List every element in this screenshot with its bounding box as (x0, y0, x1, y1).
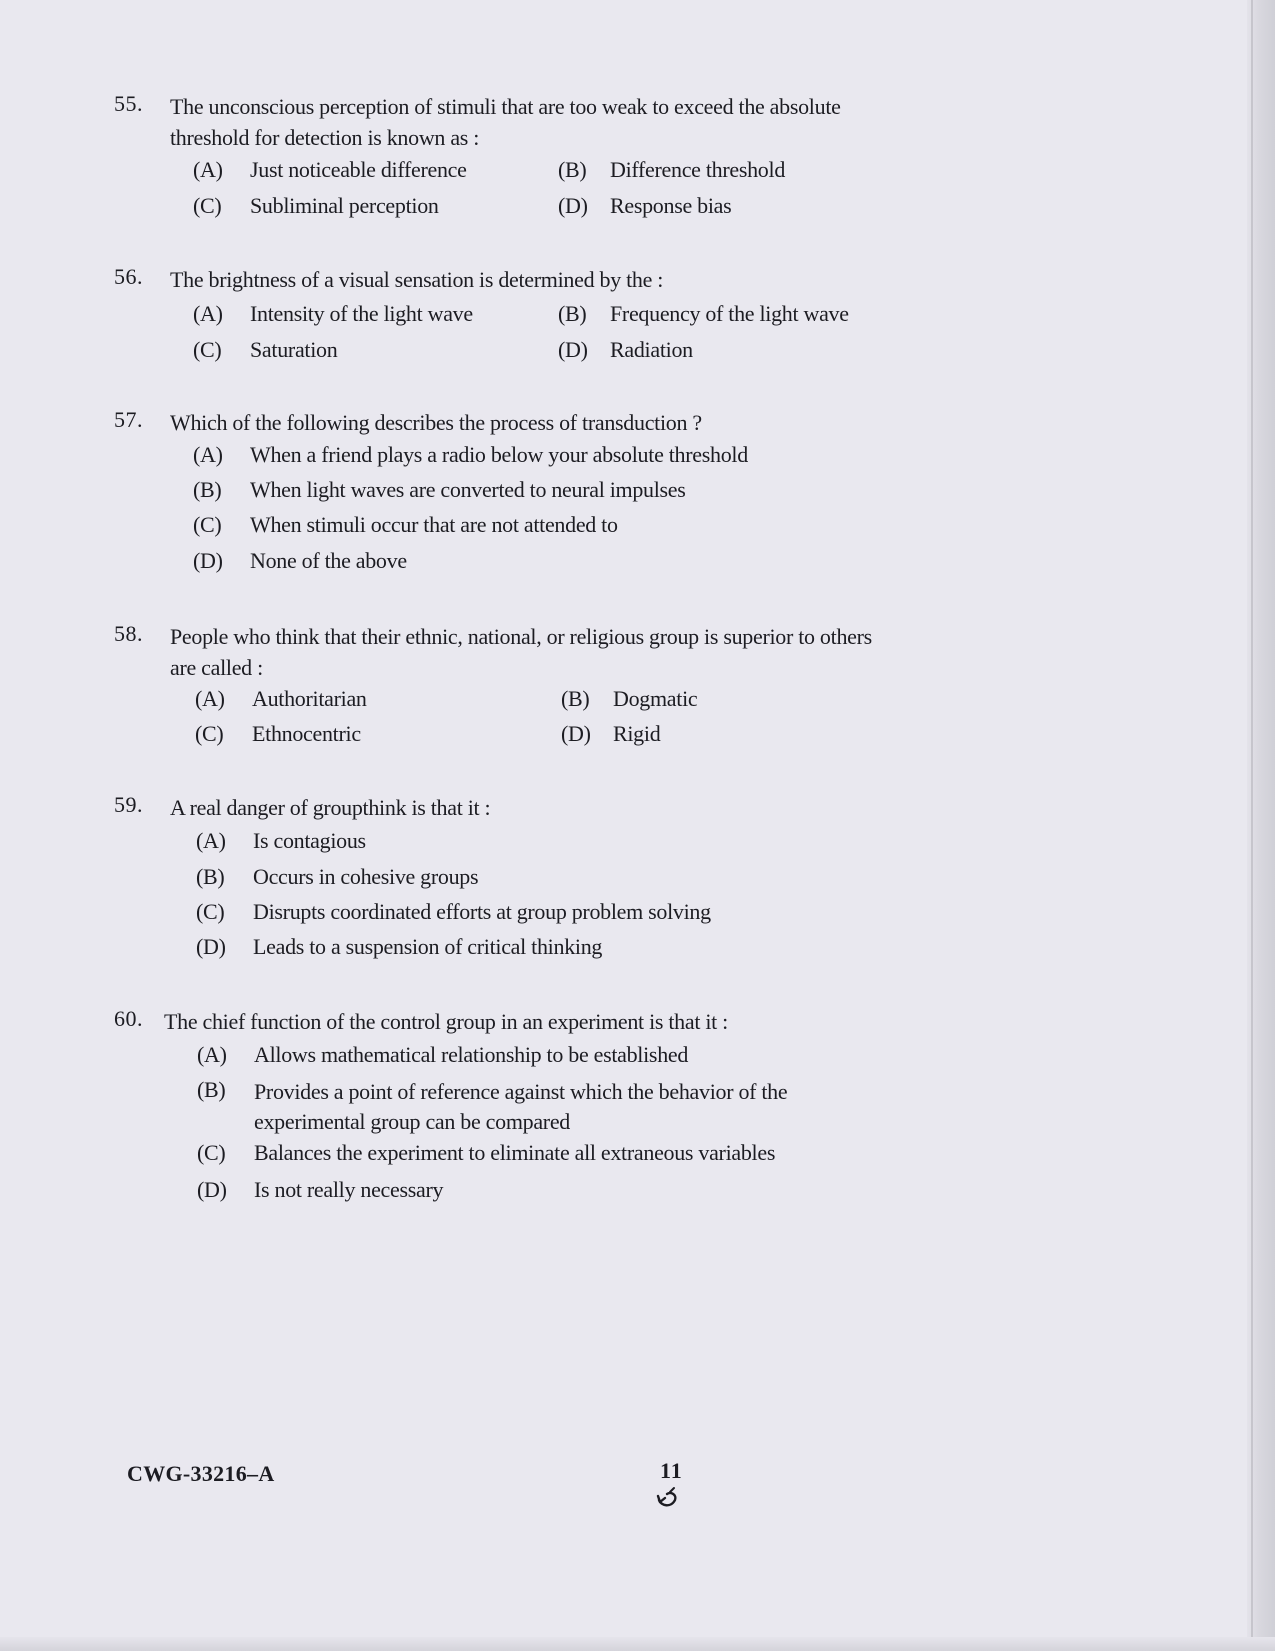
option-letter: (D) (558, 337, 588, 362)
option-letter: (A) (193, 442, 223, 467)
option-text: When light waves are converted to neural impulses (250, 477, 686, 502)
option-text: Dogmatic (613, 686, 698, 711)
option-text: Saturation (250, 337, 338, 362)
option-letter: (C) (193, 512, 222, 537)
option-letter: (B) (558, 157, 587, 182)
option-letter: (B) (558, 301, 587, 326)
question-text-line: The chief function of the control group in an experiment is that it : (164, 1009, 728, 1034)
option-letter: (A) (197, 1042, 227, 1067)
option-letter: (D) (558, 193, 588, 218)
option-text: Occurs in cohesive groups (253, 864, 479, 889)
question-text (170, 91, 950, 153)
option-text: Allows mathematical relationship to be established (254, 1042, 689, 1067)
question-number: 56. (114, 264, 143, 289)
page-edge-bottom (0, 1637, 1275, 1651)
option-text: Balances the experiment to eliminate all extraneous variables (254, 1140, 776, 1165)
option-letter: (B) (193, 477, 222, 502)
option-text: Frequency of the light wave (610, 301, 849, 326)
option-text: Difference threshold (610, 157, 786, 182)
option-text: When a friend plays a radio below your absolute threshold (250, 442, 748, 467)
option-letter: (B) (196, 864, 225, 889)
option-letter: (D) (193, 548, 223, 573)
option-text: Just noticeable difference (250, 157, 467, 182)
option-text: Radiation (610, 337, 693, 362)
question-text-line: The unconscious perception of stimuli that are too weak to exceed the absolute (170, 94, 841, 119)
question-number: 57. (114, 407, 143, 432)
option-letter: (C) (193, 337, 222, 362)
option-text: Authoritarian (252, 686, 367, 711)
option-letter: (C) (193, 193, 222, 218)
booklet-code: CWG-33216–A (127, 1461, 275, 1486)
option-text: Response bias (610, 193, 732, 218)
option-text: None of the above (250, 548, 407, 573)
option-text (254, 1077, 854, 1137)
option-letter: (C) (195, 721, 224, 746)
option-letter: (B) (197, 1077, 226, 1102)
question-text-line: The brightness of a visual sensation is determined by the : (170, 267, 664, 292)
option-text: Disrupts coordinated efforts at group problem solving (253, 899, 711, 924)
question-number: 59. (114, 792, 143, 817)
option-letter: (D) (197, 1177, 227, 1202)
question-text-line: People who think that their ethnic, national, or religious group is superior to others (170, 624, 872, 649)
option-text: Ethnocentric (252, 721, 361, 746)
question-text-line: are called : (170, 655, 263, 680)
option-text: Rigid (613, 721, 661, 746)
question-number: 55. (114, 91, 143, 116)
option-letter: (A) (195, 686, 225, 711)
option-text-line: experimental group can be compared (254, 1109, 570, 1134)
turn-over-arrow-icon (655, 1486, 681, 1512)
option-letter: (A) (193, 157, 223, 182)
question-number: 58. (114, 621, 143, 646)
option-text-line: Provides a point of reference against which the behavior of the (254, 1079, 788, 1104)
question-number: 60. (114, 1006, 143, 1031)
question-text-line: A real danger of groupthink is that it : (170, 795, 491, 820)
option-text: Leads to a suspension of critical thinking (253, 934, 603, 959)
option-text: Intensity of the light wave (250, 301, 473, 326)
option-letter: (D) (196, 934, 226, 959)
question-text-line: threshold for detection is known as : (170, 125, 480, 150)
option-letter: (B) (561, 686, 590, 711)
option-text: Subliminal perception (250, 193, 439, 218)
option-text: Is not really necessary (254, 1177, 444, 1202)
question-text (170, 407, 950, 438)
option-letter: (D) (561, 721, 591, 746)
option-text: Is contagious (253, 828, 366, 853)
question-text (164, 1006, 944, 1037)
page-number: 11 (660, 1458, 683, 1483)
question-text-line: Which of the following describes the process of transduction ? (170, 410, 702, 435)
option-letter: (A) (196, 828, 226, 853)
question-text (170, 264, 950, 295)
page-edge-line (1251, 0, 1253, 1651)
question-text (170, 792, 950, 823)
option-letter: (A) (193, 301, 223, 326)
question-text (170, 621, 950, 683)
option-letter: (C) (197, 1140, 226, 1165)
option-letter: (C) (196, 899, 225, 924)
option-text: When stimuli occur that are not attended to (250, 512, 618, 537)
